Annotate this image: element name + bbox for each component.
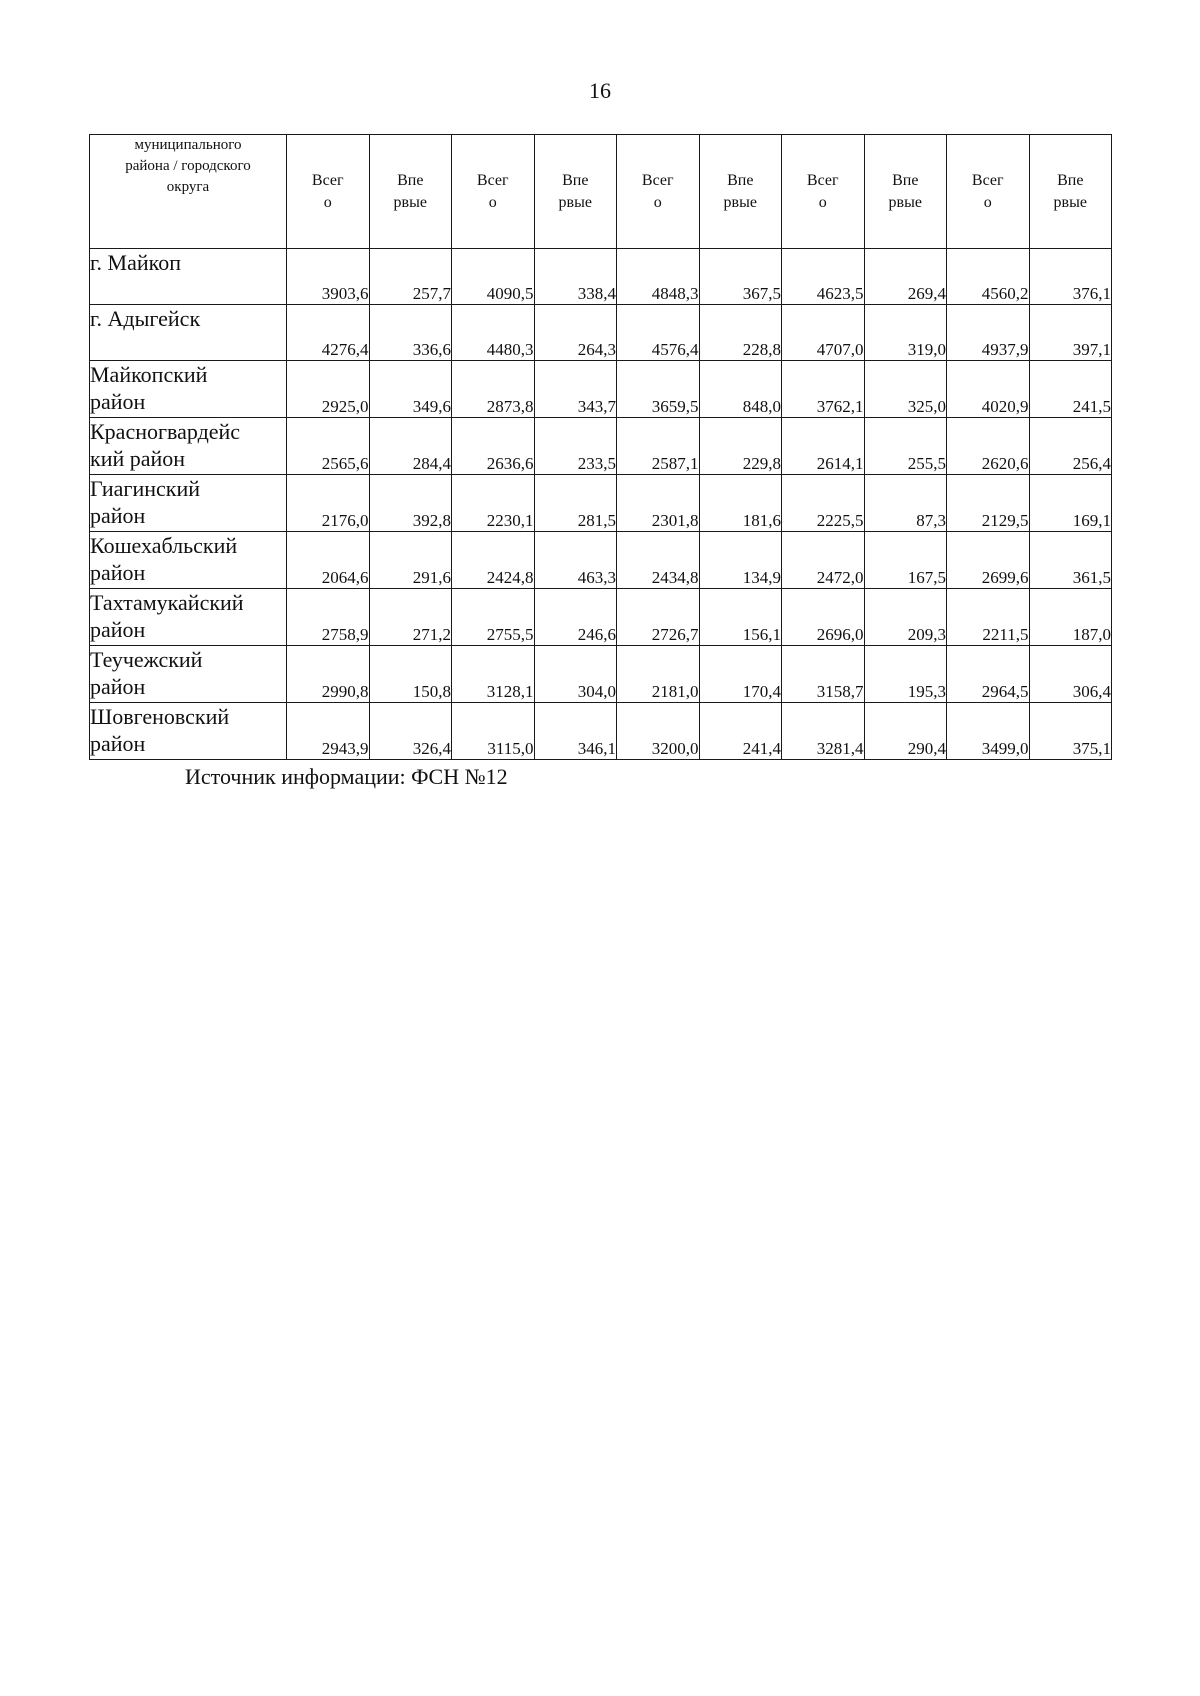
first-time-value-cell: 246,6 [534,589,617,646]
header-line: района / городского [125,158,251,174]
first-time-value-cell: 233,5 [534,418,617,475]
column-header-total: Всег о [452,135,535,249]
first-time-value-cell: 87,3 [864,475,947,532]
total-value-cell: 4623,5 [782,249,865,305]
total-value-cell: 3903,6 [287,249,370,305]
total-value-cell: 2434,8 [617,532,700,589]
column-header-first-time: Впе рвые [1029,135,1112,249]
table-body [90,249,1112,760]
first-time-value-cell: 284,4 [369,418,452,475]
district-name-cell [90,475,287,532]
district-name-line: Тахтамукайский [90,590,244,615]
district-name-line: район [90,560,146,585]
statistics-table [89,134,1112,760]
total-value-cell: 3762,1 [782,361,865,418]
total-value-cell: 2943,9 [287,703,370,760]
first-time-value-cell: 319,0 [864,305,947,361]
total-value-cell: 2176,0 [287,475,370,532]
total-value-cell: 2181,0 [617,646,700,703]
first-time-value-cell: 167,5 [864,532,947,589]
first-time-value-cell: 150,8 [369,646,452,703]
district-name-line: район [90,389,146,414]
table-row [90,703,1112,760]
district-name-cell [90,646,287,703]
total-value-cell: 2755,5 [452,589,535,646]
first-time-value-cell: 361,5 [1029,532,1112,589]
first-time-value-cell: 376,1 [1029,249,1112,305]
table-row [90,418,1112,475]
total-value-cell: 4848,3 [617,249,700,305]
district-name-cell [90,589,287,646]
first-time-value-cell: 336,6 [369,305,452,361]
district-name-line: Гиагинский [90,476,200,501]
first-time-value-cell: 349,6 [369,361,452,418]
first-time-value-cell: 241,4 [699,703,782,760]
total-value-cell: 3281,4 [782,703,865,760]
first-time-value-cell: 375,1 [1029,703,1112,760]
district-name-line: район [90,617,146,642]
first-time-value-cell: 181,6 [699,475,782,532]
first-time-value-cell: 463,3 [534,532,617,589]
district-name-line: Кошехабльский [90,533,238,558]
total-value-cell: 2565,6 [287,418,370,475]
total-value-cell: 4276,4 [287,305,370,361]
column-header-total: Всег о [617,135,700,249]
district-name-line: Майкопский [90,362,208,387]
source-note: Источник информации: ФСН №12 [185,764,508,789]
total-value-cell: 4020,9 [947,361,1030,418]
column-header-total: Всег о [287,135,370,249]
total-value-cell: 3659,5 [617,361,700,418]
total-value-cell: 2620,6 [947,418,1030,475]
district-column-header [90,135,287,249]
total-value-cell: 2472,0 [782,532,865,589]
first-time-value-cell: 367,5 [699,249,782,305]
total-value-cell: 2726,7 [617,589,700,646]
table-row [90,646,1112,703]
first-time-value-cell: 134,9 [699,532,782,589]
district-name-line: район [90,503,146,528]
first-time-value-cell: 228,8 [699,305,782,361]
total-value-cell: 3499,0 [947,703,1030,760]
total-value-cell: 2225,5 [782,475,865,532]
first-time-value-cell: 257,7 [369,249,452,305]
total-value-cell: 2301,8 [617,475,700,532]
district-name-cell [90,361,287,418]
total-value-cell: 4707,0 [782,305,865,361]
district-name-line: Шовгеновский [90,704,230,729]
total-value-cell: 2758,9 [287,589,370,646]
first-time-value-cell: 229,8 [699,418,782,475]
total-value-cell: 3200,0 [617,703,700,760]
district-name-cell [90,532,287,589]
table-header-row [90,135,1112,249]
district-name-cell [90,703,287,760]
total-value-cell: 2211,5 [947,589,1030,646]
total-value-cell: 2696,0 [782,589,865,646]
total-value-cell: 2925,0 [287,361,370,418]
table-row [90,475,1112,532]
total-value-cell: 4560,2 [947,249,1030,305]
first-time-value-cell: 264,3 [534,305,617,361]
header-line: округа [166,179,210,195]
district-name-line: кий район [90,446,186,471]
first-time-value-cell: 326,4 [369,703,452,760]
table-row [90,361,1112,418]
total-value-cell: 2699,6 [947,532,1030,589]
district-name-cell [90,305,287,361]
district-name-cell [90,418,287,475]
first-time-value-cell: 156,1 [699,589,782,646]
first-time-value-cell: 195,3 [864,646,947,703]
first-time-value-cell: 325,0 [864,361,947,418]
district-name-line: г. Майкоп [90,250,181,275]
table-row [90,589,1112,646]
table-row [90,249,1112,305]
first-time-value-cell: 187,0 [1029,589,1112,646]
district-name-line: район [90,674,146,699]
header-line: муниципального [134,137,242,153]
column-header-total: Всег о [947,135,1030,249]
first-time-value-cell: 169,1 [1029,475,1112,532]
total-value-cell: 2873,8 [452,361,535,418]
total-value-cell: 2990,8 [287,646,370,703]
total-value-cell: 2964,5 [947,646,1030,703]
column-header-total: Всег о [782,135,865,249]
column-header-first-time: Впе рвые [534,135,617,249]
first-time-value-cell: 271,2 [369,589,452,646]
total-value-cell: 2587,1 [617,418,700,475]
first-time-value-cell: 209,3 [864,589,947,646]
first-time-value-cell: 304,0 [534,646,617,703]
first-time-value-cell: 848,0 [699,361,782,418]
total-value-cell: 4090,5 [452,249,535,305]
first-time-value-cell: 346,1 [534,703,617,760]
first-time-value-cell: 170,4 [699,646,782,703]
total-value-cell: 2614,1 [782,418,865,475]
first-time-value-cell: 290,4 [864,703,947,760]
first-time-value-cell: 338,4 [534,249,617,305]
total-value-cell: 2064,6 [287,532,370,589]
district-name-line: район [90,731,146,756]
total-value-cell: 2424,8 [452,532,535,589]
first-time-value-cell: 397,1 [1029,305,1112,361]
district-name-cell [90,249,287,305]
first-time-value-cell: 343,7 [534,361,617,418]
total-value-cell: 4480,3 [452,305,535,361]
first-time-value-cell: 255,5 [864,418,947,475]
first-time-value-cell: 241,5 [1029,361,1112,418]
total-value-cell: 2230,1 [452,475,535,532]
first-time-value-cell: 291,6 [369,532,452,589]
total-value-cell: 4937,9 [947,305,1030,361]
table-row [90,305,1112,361]
total-value-cell: 3128,1 [452,646,535,703]
column-header-first-time: Впе рвые [699,135,782,249]
first-time-value-cell: 256,4 [1029,418,1112,475]
first-time-value-cell: 281,5 [534,475,617,532]
first-time-value-cell: 306,4 [1029,646,1112,703]
first-time-value-cell: 269,4 [864,249,947,305]
total-value-cell: 3158,7 [782,646,865,703]
column-header-first-time: Впе рвые [369,135,452,249]
total-value-cell: 3115,0 [452,703,535,760]
first-time-value-cell: 392,8 [369,475,452,532]
table-row [90,532,1112,589]
total-value-cell: 2129,5 [947,475,1030,532]
total-value-cell: 2636,6 [452,418,535,475]
column-header-first-time: Впе рвые [864,135,947,249]
district-name-line: г. Адыгейск [90,306,201,331]
district-name-line: Красногвардейс [90,419,241,444]
total-value-cell: 4576,4 [617,305,700,361]
page-number: 16 [589,78,611,103]
district-name-line: Теучежский [90,647,203,672]
